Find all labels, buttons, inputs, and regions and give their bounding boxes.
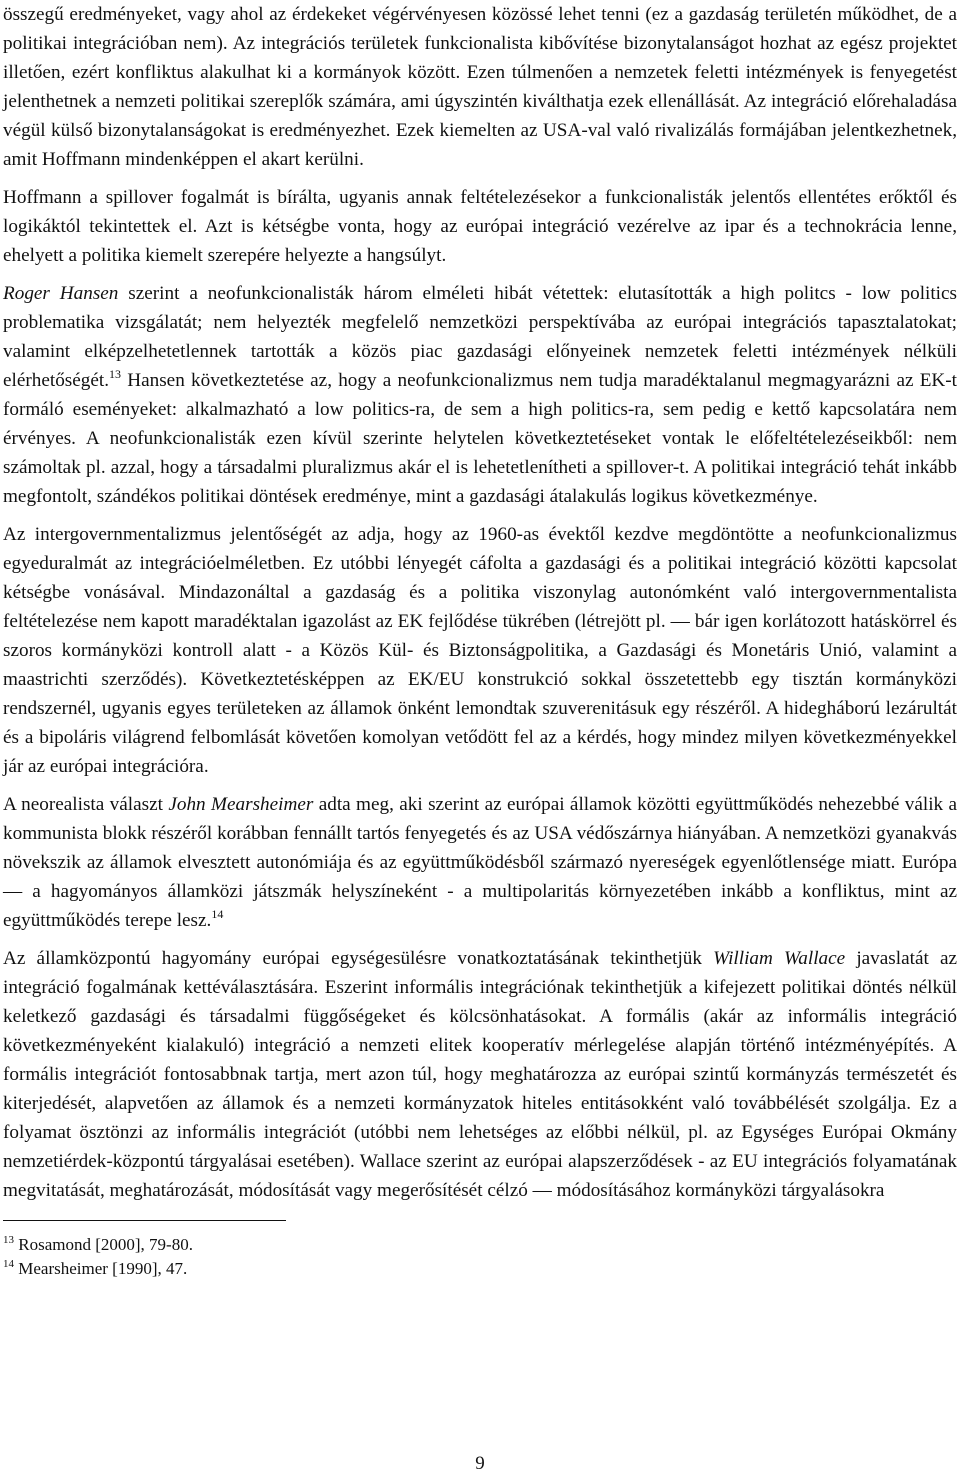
text-segment: javaslatát az integráció fogalmának kettéválasztására. Eszerint informális integrációnak tekinthetjük a kifejezett politikai döntés nélkül keletkező gazdasági és társadalmi függőségeket és kölcsönhatásokat. A formális (akár az informális integráció következményeként kialakuló) integráció a nemzeti elitek kooperatív mérlegelése alapján történő intézményépítés. A formális integrációt fontosabbnak tartja, mert azon túl, hogy meghatározza az európai szintű kormányzás természetét és kiterjedését, alapvetően az államok és a nemzeti kormányzatok hiteles entitásokként való továbbélését szolgálja. Ez a folyamat ösztönzi az informális integrációt (utóbbi nem lehetséges az előbbi nélkül, pl. az Egységes Európai Okmány nemzetiérdek-központú tárgyalásai esetében). Wallace szerint az európai alapszerződések - az EU integrációs folyamatának megvitatását, meghatározását, módosítását vagy megerősítését célzó — módosításához kormányközi tárgyalásokra [3,948,957,1201]
text-segment: összegű eredményeket, vagy ahol az érdekeket végérvényesen közössé lehet tenni (ez a gazdaság területén működhet, de a politikai integrációban nem). Az integrációs területek funkcionalista kibővítése bizonytalanságot hozhat az egész projektet illetően, ezért konfliktus alakulhat ki a kormányok között. Ezen túlmenően a nemzetek feletti intézmények is fenyegetést jelenthetnek a nemzeti politikai szereplők számára, ami úgyszintén kiválthatja ezek ellenállását. Az integráció előrehaladása végül külső bizonytalanságokat is eredményezhet. Ezek kiemelten az USA-val való rivalizálás formájában jelentkezhetnek, amit Hoffmann mindenképpen el akart kerülni. [3,4,957,170]
text-segment: Hansen következtetése az, hogy a neofunkcionalizmus nem tudja maradéktalanul megmagyarázni az EK-t formáló eseményeket: alkalmazható a low politics-ra, de sem a high politics-ra, sem pedig e kettő kapcsolatára nem érvényes. A neofunkcionalisták ezen kívül szerinte helytelen következtetéseket vontak le előfeltételezéseikből: nem számoltak pl. azzal, hogy a társadalmi pluralizmus akár el is lehetetlenítheti a spillover-t. A politikai integráció tehát inkább megfontolt, szándékos politikai döntések eredménye, mint a gazdasági átalakulás logikus következménye. [3,370,957,507]
text-segment: Hoffmann a spillover fogalmát is bírálta, ugyanis annak feltételezésekor a funkcionalisták jelentős ellentétes erőktől és logikáktól tekintettek el. Azt is kétségbe vonta, hogy az európai integráció vezérelve az ipar és a technokrácia lenne, ehelyett a politika kiemelt szerepére helyezte a hangsúlyt. [3,187,957,266]
page-number: 9 [475,1453,485,1474]
text-segment: Az államközpontú hagyomány európai egységesülésre vonatkoztatásának tekinthetjük [3,948,714,969]
footnote-reference: 13 [109,367,122,381]
paragraph-1 [3,0,957,174]
italic-name: John Mearsheimer [168,794,314,815]
footnote-13 [3,1233,957,1257]
footnote-number: 14 [3,1258,14,1270]
body-text [3,0,957,1205]
footnotes [3,1233,957,1281]
italic-name: William Wallace [713,948,846,969]
footnote-text: Mearsheimer [1990], 47. [18,1259,188,1278]
footnote-number: 13 [3,1234,14,1246]
text-segment: szerint a neofunkcionalisták három elméleti hibát vétettek: elutasították a high politcs - low politics problematika vizsgálatát; nem helyezték megfelelő nemzetközi perspektívába az európai integrációs tapasztalatokat; valamint elképzelhetetlennek tartották a közös piac gazdasági előnyeinek nemzetek feletti intézmények nélküli elérhetőségét. [3,283,957,391]
paragraph-6 [3,944,957,1205]
italic-name: Roger Hansen [3,283,119,304]
paragraph-4 [3,520,957,781]
document-page [3,0,957,1281]
paragraph-5 [3,790,957,935]
paragraph-3 [3,279,957,511]
footnote-reference: 14 [211,907,224,921]
text-segment: adta meg, aki szerint az európai államok közötti együttműködés nehezebbé válik a kommunista blokk részéről korábban fennállt tartós fenyegetés és az USA védőszárnya hiányában. A nemzetközi gyanakvás növekszik az államok elvesztett autonómiája és az együttműködésből származó nyereségek egyenlőtlensége miatt. Európa — a hagyományos államközi játszmák helyszíneként - a multipolaritás környezetében inkább a konfliktus, mint az együttműködés terepe lesz. [3,794,958,931]
footnote-separator [3,1220,286,1221]
text-segment: A neorealista választ [3,794,169,815]
footnote-14 [3,1257,957,1281]
text-segment: Az intergovernmentalizmus jelentőségét az adja, hogy az 1960-as évektől kezdve megdöntötte a neofunkcionalizmus egyeduralmát az integrációelméletben. Ez utóbbi lényegét cáfolta a gazdasági és a politikai integráció közötti kapcsolat kétségbe vonásával. Mindazonáltal a gazdaság és a politika viszonylag autonómként való intergovernmentalista feltételezése nem kapott maradéktalan igazolást az EK fejlődése tükrében (létrejött pl. — bár igen korlátozott hatáskörrel és szoros kormányközi kontroll alatt - a Közös Kül- és Biztonságpolitika, a Gazdasági és Monetáris Unió, valamint a maastrichti szerződés). Következtetésképpen az EK/EU konstrukció sokkal összetettebb egy tisztán kormányközi rendszernél, ugyanis egyes területeken az államok önként lemondtak szuverenitásuk egy részéről. A hidegháború lezárultát és a bipoláris világrend felbomlását követően komolyan vetődött fel az a kérdés, hogy mindez milyen következményekkel jár az európai integrációra. [3,524,957,777]
footnote-text: Rosamond [2000], 79-80. [18,1235,193,1254]
paragraph-2 [3,183,957,270]
